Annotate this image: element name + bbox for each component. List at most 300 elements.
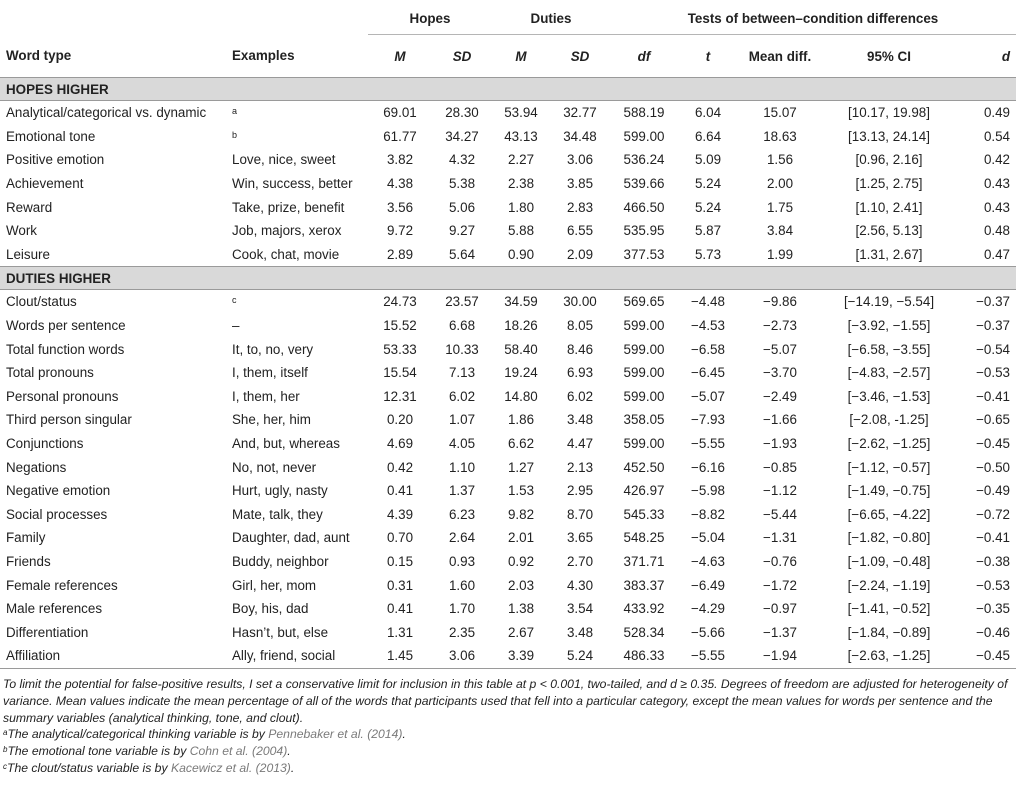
section-header-row <box>0 267 1016 290</box>
cell-duties-m: 6.62 <box>507 436 535 452</box>
section-title: DUTIES HIGHER <box>0 267 1016 290</box>
cell-ci: [−1.12, −0.57] <box>847 459 931 475</box>
table-row <box>0 243 1016 267</box>
note-main: To limit the potential for false-positive results, I set a conservative limit for inclusion in this table at p < 0.001, two-tailed, and d ≥ 0.35. Degrees of freedom are adjusted for heterogeneity of variance. Mean values indicate the mean percentage of all of the words that participants used that fell into a particular category, except the mean values for words per sentence and the summary variables (analytical thinking, tone, and clout). <box>3 677 1008 725</box>
cell-t: −7.93 <box>691 412 725 428</box>
cell-duties-sd: 3.85 <box>566 176 594 192</box>
cell-word-type: Negative emotion <box>6 483 111 499</box>
cell-t: −5.07 <box>691 388 725 404</box>
cell-ci: [−6.58, −3.55] <box>847 341 931 357</box>
cell-t: −4.29 <box>691 601 725 617</box>
table-row <box>0 455 1016 479</box>
cell-hopes-sd: 1.37 <box>448 483 476 499</box>
footnote-marker: c <box>3 761 7 771</box>
cell-duties-sd: 6.93 <box>566 365 594 381</box>
cell-t: −5.66 <box>691 624 725 640</box>
cell-duties-sd: 2.83 <box>566 199 594 215</box>
cell-mean-diff: −5.07 <box>763 341 797 357</box>
cell-duties-sd: 2.13 <box>566 459 594 475</box>
cell-examples: Hasn’t, but, else <box>232 624 329 640</box>
table-row <box>0 337 1016 361</box>
cell-hopes-m: 0.41 <box>386 483 414 499</box>
table-row <box>0 219 1016 243</box>
cell-hopes-sd: 2.64 <box>448 530 476 546</box>
cell-d: 0.43 <box>983 176 1010 192</box>
table-row <box>0 361 1016 385</box>
cell-examples: She, her, him <box>232 412 311 428</box>
cell-mean-diff: −1.94 <box>738 644 822 668</box>
cell-d: 0.47 <box>983 246 1010 262</box>
cell-examples: And, but, whereas <box>232 436 340 452</box>
col-header-hopes-sd: SD <box>432 35 492 78</box>
cell-d: −0.37 <box>976 318 1010 334</box>
table-notes <box>3 676 1011 777</box>
table-row <box>0 644 1016 668</box>
cell-t: −5.55 <box>678 644 738 668</box>
cell-d: −0.45 <box>976 436 1010 452</box>
cell-duties-m: 1.53 <box>507 483 535 499</box>
footnote-marker: b <box>232 129 238 140</box>
cell-d: −0.45 <box>956 644 1016 668</box>
cell-mean-diff: 1.99 <box>766 246 794 262</box>
table-row <box>0 526 1016 550</box>
cell-hopes-sd: 3.06 <box>432 644 492 668</box>
col-header-duties-sd: SD <box>550 35 610 78</box>
cell-d: −0.54 <box>976 341 1010 357</box>
header-group-tests: Tests of between–condition differences <box>610 2 1016 35</box>
cell-duties-m: 0.90 <box>507 246 535 262</box>
footnote-marker: a <box>3 728 8 738</box>
col-header-d: d <box>956 35 1016 78</box>
cell-t: 5.09 <box>694 152 722 168</box>
cell-t: 5.24 <box>694 176 722 192</box>
cell-ci: [−6.65, −4.22] <box>847 506 931 522</box>
cell-ci: [−14.19, −5.54] <box>843 294 935 310</box>
cell-duties-sd: 5.24 <box>550 644 610 668</box>
table-row <box>0 573 1016 597</box>
cell-word-type: Positive emotion <box>6 152 105 168</box>
cell-hopes-m: 15.54 <box>383 365 417 381</box>
cell-duties-sd: 3.54 <box>566 601 594 617</box>
cell-mean-diff: 15.07 <box>763 105 797 121</box>
cell-word-type: Personal pronouns <box>6 388 119 404</box>
cell-t: 5.24 <box>694 199 722 215</box>
cell-df: 569.65 <box>623 294 665 310</box>
cell-mean-diff: −1.72 <box>763 577 797 593</box>
cell-examples: I, them, her <box>232 388 300 404</box>
citation-link[interactable]: Pennebaker et al. (2014) <box>268 727 403 742</box>
col-header-df: df <box>610 35 678 78</box>
cell-examples: It, to, no, very <box>232 341 314 357</box>
cell-hopes-m: 12.31 <box>383 388 417 404</box>
cell-examples: Take, prize, benefit <box>232 199 345 215</box>
cell-examples: Love, nice, sweet <box>232 152 336 168</box>
cell-examples <box>226 101 368 125</box>
cell-word-type: Work <box>6 223 37 239</box>
col-header-hopes-m: M <box>368 35 432 78</box>
cell-df: 535.95 <box>623 223 665 239</box>
cell-examples: Daughter, dad, aunt <box>232 530 350 546</box>
table-row <box>0 125 1016 149</box>
cell-mean-diff: 1.75 <box>766 199 794 215</box>
footnote-text: The analytical/categorical thinking variable is by <box>7 727 269 742</box>
footnote-text: The clout/status variable is by <box>7 760 171 775</box>
cell-word-type: Friends <box>6 553 51 569</box>
cell-duties-sd: 3.65 <box>566 530 594 546</box>
cell-d: 0.42 <box>983 152 1010 168</box>
cell-word-type: Differentiation <box>6 624 89 640</box>
cell-mean-diff: −1.93 <box>763 436 797 452</box>
cell-df: 528.34 <box>623 624 665 640</box>
cell-hopes-m: 1.45 <box>368 644 432 668</box>
cell-hopes-sd: 5.38 <box>448 176 476 192</box>
cell-duties-m: 1.27 <box>507 459 535 475</box>
cell-df: 426.97 <box>623 483 665 499</box>
footnote-period: . <box>290 760 295 775</box>
cell-hopes-sd: 6.23 <box>448 506 476 522</box>
cell-hopes-sd: 23.57 <box>445 294 479 310</box>
cell-duties-sd: 3.06 <box>566 152 594 168</box>
table-row <box>0 385 1016 409</box>
table-row <box>0 314 1016 338</box>
cell-mean-diff: −1.37 <box>763 624 797 640</box>
cell-duties-m: 2.01 <box>507 530 535 546</box>
cell-d: −0.46 <box>976 624 1010 640</box>
cell-mean-diff: −0.85 <box>763 459 797 475</box>
cell-examples <box>226 125 368 149</box>
footnote-period: . <box>287 744 291 759</box>
footnote-b <box>3 743 1011 760</box>
footnote-c <box>3 760 1011 777</box>
cell-mean-diff: 1.56 <box>766 152 794 168</box>
cell-df: 433.92 <box>623 601 665 617</box>
table-row <box>0 503 1016 527</box>
cell-word-type: Analytical/categorical vs. dynamic <box>6 105 207 121</box>
cell-duties-m: 0.92 <box>507 553 535 569</box>
cell-duties-m: 1.38 <box>507 601 535 617</box>
cell-duties-m: 2.38 <box>507 176 535 192</box>
cell-hopes-sd: 6.02 <box>448 388 476 404</box>
results-table <box>0 2 1016 669</box>
cell-t: −4.63 <box>691 553 725 569</box>
cell-t: −6.45 <box>691 365 725 381</box>
cell-ci: [−4.83, −2.57] <box>847 365 931 381</box>
cell-t: 5.87 <box>694 223 722 239</box>
cell-t: 6.04 <box>694 105 722 121</box>
cell-df: 599.00 <box>623 365 665 381</box>
cell-word-type: Words per sentence <box>6 318 126 334</box>
cell-examples: Win, success, better <box>232 176 353 192</box>
cell-duties-m: 1.80 <box>507 199 535 215</box>
cell-word-type: Achievement <box>6 176 84 192</box>
cell-hopes-m: 9.72 <box>386 223 414 239</box>
cell-d: −0.53 <box>976 365 1010 381</box>
table-row <box>0 550 1016 574</box>
cell-df: 599.00 <box>623 436 665 452</box>
cell-examples <box>226 290 368 314</box>
table-row <box>0 290 1016 314</box>
cell-word-type: Male references <box>6 601 103 617</box>
cell-duties-m: 2.67 <box>507 624 535 640</box>
cell-examples: – <box>232 318 240 334</box>
cell-mean-diff: −2.49 <box>763 388 797 404</box>
cell-hopes-sd: 2.35 <box>448 624 476 640</box>
cell-examples: Mate, talk, they <box>232 506 323 522</box>
cell-duties-sd: 2.95 <box>566 483 594 499</box>
cell-duties-m: 43.13 <box>504 128 538 144</box>
cell-duties-m: 14.80 <box>504 388 538 404</box>
cell-ci: [2.56, 5.13] <box>855 223 923 239</box>
cell-d: −0.53 <box>976 577 1010 593</box>
cell-t: −6.58 <box>691 341 725 357</box>
cell-hopes-m: 24.73 <box>383 294 417 310</box>
cell-mean-diff: −5.44 <box>763 506 797 522</box>
cell-df: 536.24 <box>623 152 665 168</box>
cell-df: 377.53 <box>623 246 665 262</box>
cell-hopes-sd: 34.27 <box>445 128 479 144</box>
cell-mean-diff: −1.12 <box>763 483 797 499</box>
cell-hopes-sd: 5.64 <box>448 246 476 262</box>
cell-mean-diff: −9.86 <box>763 294 797 310</box>
cell-df: 466.50 <box>623 199 665 215</box>
cell-word-type: Clout/status <box>6 294 77 310</box>
cell-hopes-m: 4.69 <box>386 436 414 452</box>
cell-duties-m: 2.03 <box>507 577 535 593</box>
header-group-hopes: Hopes <box>368 2 492 35</box>
cell-df: 371.71 <box>623 553 665 569</box>
cell-ci: [1.10, 2.41] <box>855 199 923 215</box>
cell-duties-sd: 30.00 <box>563 294 597 310</box>
cell-df: 548.25 <box>623 530 665 546</box>
cell-word-type: Total function words <box>6 341 125 357</box>
cell-hopes-sd: 6.68 <box>448 318 476 334</box>
cell-d: 0.49 <box>983 105 1010 121</box>
table-row <box>0 101 1016 125</box>
cell-hopes-sd: 1.70 <box>448 601 476 617</box>
footnote-period: . <box>402 727 406 742</box>
cell-word-type: Negations <box>6 459 67 475</box>
cell-duties-sd: 6.02 <box>566 388 594 404</box>
cell-t: −5.55 <box>691 436 725 452</box>
cell-df: 452.50 <box>623 459 665 475</box>
cell-hopes-m: 53.33 <box>383 341 417 357</box>
cell-word-type: Reward <box>6 199 53 215</box>
cell-d: −0.41 <box>976 530 1010 546</box>
cell-t: 6.64 <box>694 128 722 144</box>
cell-duties-m: 3.39 <box>492 644 550 668</box>
cell-examples: I, them, itself <box>232 365 308 381</box>
cell-d: 0.54 <box>983 128 1010 144</box>
cell-hopes-m: 61.77 <box>383 128 417 144</box>
cell-hopes-sd: 5.06 <box>448 199 476 215</box>
col-header-ci: 95% CI <box>822 35 956 78</box>
cell-examples: Job, majors, xerox <box>232 223 342 239</box>
cell-duties-sd: 4.47 <box>566 436 594 452</box>
cell-d: −0.50 <box>976 459 1010 475</box>
citation-link[interactable]: Kacewicz et al. (2013) <box>170 760 291 775</box>
cell-mean-diff: −1.31 <box>763 530 797 546</box>
cell-mean-diff: −2.73 <box>763 318 797 334</box>
footnote-text: The emotional tone variable is by <box>7 744 190 759</box>
table-body <box>0 78 1016 669</box>
cell-t: −6.16 <box>691 459 725 475</box>
footnote-marker: b <box>3 745 8 755</box>
header-column-row <box>0 35 1016 78</box>
cell-examples: Boy, his, dad <box>232 601 309 617</box>
cell-word-type: Affiliation <box>0 644 226 668</box>
cell-df: 539.66 <box>623 176 665 192</box>
cell-duties-sd: 4.30 <box>566 577 594 593</box>
cell-d: 0.43 <box>983 199 1010 215</box>
cell-duties-sd: 3.48 <box>566 412 594 428</box>
header-spacer <box>0 2 226 35</box>
cell-hopes-m: 4.39 <box>386 506 414 522</box>
cell-hopes-m: 0.41 <box>386 601 414 617</box>
cell-word-type: Leisure <box>6 246 50 262</box>
cell-duties-m: 34.59 <box>504 294 538 310</box>
cell-hopes-m: 15.52 <box>383 318 417 334</box>
cell-df: 599.00 <box>623 341 665 357</box>
cell-t: 5.73 <box>694 246 722 262</box>
cell-ci: [13.13, 24.14] <box>848 128 930 144</box>
cell-ci: [−2.62, −1.25] <box>847 436 931 452</box>
section-header-row <box>0 78 1016 101</box>
footnote-marker: a <box>232 106 238 117</box>
cell-duties-m: 53.94 <box>504 105 538 121</box>
col-header-t: t <box>678 35 738 78</box>
cell-hopes-m: 69.01 <box>383 105 417 121</box>
cell-examples: No, not, never <box>232 459 317 475</box>
cell-ci: [−1.82, −0.80] <box>847 530 931 546</box>
cell-d: −0.35 <box>976 601 1010 617</box>
cell-duties-sd: 6.55 <box>566 223 594 239</box>
cell-examples: Hurt, ugly, nasty <box>232 483 328 499</box>
cell-duties-sd: 3.48 <box>566 624 594 640</box>
cell-duties-m: 9.82 <box>507 506 535 522</box>
header-spacer <box>226 2 368 35</box>
cell-mean-diff: 3.84 <box>766 223 794 239</box>
cell-df: 486.33 <box>610 644 678 668</box>
table-row <box>0 479 1016 503</box>
cell-ci: [−1.09, −0.48] <box>847 553 931 569</box>
cell-d: −0.72 <box>976 506 1010 522</box>
cell-mean-diff: −3.70 <box>763 365 797 381</box>
cell-ci: [−3.46, −1.53] <box>847 388 931 404</box>
cell-hopes-m: 0.70 <box>386 530 414 546</box>
cell-t: −8.82 <box>691 506 725 522</box>
cell-ci: [−1.41, −0.52] <box>847 601 931 617</box>
cell-duties-m: 18.26 <box>504 318 538 334</box>
cell-mean-diff: 2.00 <box>766 176 794 192</box>
cell-hopes-sd: 10.33 <box>445 341 479 357</box>
cell-hopes-sd: 1.60 <box>448 577 476 593</box>
col-header-mean-diff: Mean diff. <box>738 35 822 78</box>
cell-mean-diff: −1.66 <box>763 412 797 428</box>
cell-ci: [−3.92, −1.55] <box>847 318 931 334</box>
cell-duties-sd: 34.48 <box>563 128 597 144</box>
cell-t: −5.98 <box>691 483 725 499</box>
footnote-marker: c <box>232 295 237 306</box>
cell-d: −0.38 <box>976 553 1010 569</box>
cell-ci: [−1.84, −0.89] <box>847 624 931 640</box>
cell-df: 599.00 <box>623 128 665 144</box>
cell-duties-sd: 32.77 <box>563 105 597 121</box>
cell-hopes-m: 2.89 <box>386 246 414 262</box>
cell-ci: [1.25, 2.75] <box>855 176 923 192</box>
cell-t: −6.49 <box>691 577 725 593</box>
cell-ci: [1.31, 2.67] <box>855 246 923 262</box>
cell-d: −0.49 <box>976 483 1010 499</box>
cell-t: −4.53 <box>691 318 725 334</box>
cell-hopes-sd: 4.32 <box>448 152 476 168</box>
cell-examples: Buddy, neighbor <box>232 553 329 569</box>
cell-word-type: Social processes <box>6 506 108 522</box>
cell-d: −0.37 <box>976 294 1010 310</box>
cell-duties-m: 19.24 <box>504 365 538 381</box>
cell-df: 545.33 <box>623 506 665 522</box>
cell-duties-m: 1.86 <box>507 412 535 428</box>
cell-df: 358.05 <box>623 412 665 428</box>
cell-hopes-m: 4.38 <box>386 176 414 192</box>
cell-hopes-m: 3.82 <box>386 152 414 168</box>
table-row <box>0 195 1016 219</box>
cell-mean-diff: −0.97 <box>763 601 797 617</box>
cell-examples: Cook, chat, movie <box>232 246 340 262</box>
col-header-word-type: Word type <box>0 35 226 78</box>
cell-ci: [−2.24, −1.19] <box>847 577 931 593</box>
cell-hopes-m: 3.56 <box>386 199 414 215</box>
cell-duties-sd: 8.46 <box>566 341 594 357</box>
cell-hopes-sd: 28.30 <box>445 105 479 121</box>
table-row <box>0 172 1016 196</box>
cell-duties-sd: 2.09 <box>566 246 594 262</box>
cell-hopes-m: 1.31 <box>386 624 414 640</box>
cell-word-type: Female references <box>6 577 118 593</box>
cell-ci: [10.17, 19.98] <box>848 105 930 121</box>
cell-word-type: Total pronouns <box>6 365 94 381</box>
cell-df: 383.37 <box>623 577 665 593</box>
cell-examples: Ally, friend, social <box>226 644 368 668</box>
table-row <box>0 620 1016 644</box>
cell-hopes-sd: 7.13 <box>448 365 476 381</box>
citation-link[interactable]: Cohn et al. (2004) <box>189 744 288 759</box>
cell-hopes-sd: 0.93 <box>448 553 476 569</box>
header-group-row <box>0 2 1016 35</box>
header-group-duties: Duties <box>492 2 610 35</box>
table-row <box>0 148 1016 172</box>
cell-d: −0.65 <box>976 412 1010 428</box>
cell-t: −4.48 <box>691 294 725 310</box>
cell-duties-sd: 2.70 <box>566 553 594 569</box>
col-header-examples: Examples <box>226 35 368 78</box>
cell-duties-m: 5.88 <box>507 223 535 239</box>
cell-duties-m: 58.40 <box>504 341 538 357</box>
cell-ci: [−2.08, -1.25] <box>849 412 929 428</box>
cell-word-type: Conjunctions <box>6 436 84 452</box>
cell-t: −5.04 <box>691 530 725 546</box>
cell-df: 599.00 <box>623 318 665 334</box>
cell-ci: [0.96, 2.16] <box>855 152 923 168</box>
cell-d: 0.48 <box>983 223 1010 239</box>
cell-mean-diff: 18.63 <box>763 128 797 144</box>
cell-duties-sd: 8.70 <box>566 506 594 522</box>
cell-duties-m: 2.27 <box>507 152 535 168</box>
cell-word-type: Third person singular <box>6 412 132 428</box>
col-header-duties-m: M <box>492 35 550 78</box>
cell-df: 599.00 <box>623 388 665 404</box>
section-title: HOPES HIGHER <box>0 78 1016 101</box>
cell-examples: Girl, her, mom <box>232 577 317 593</box>
